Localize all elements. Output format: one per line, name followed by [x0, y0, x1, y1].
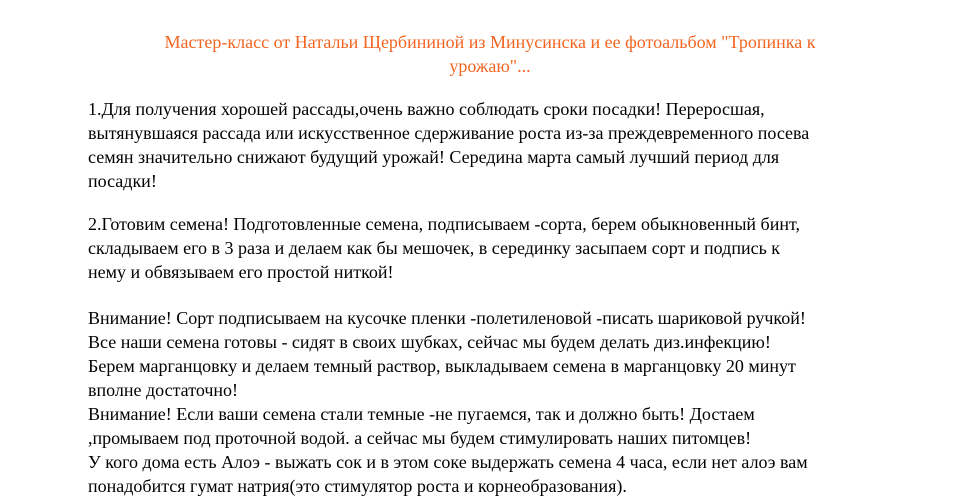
text-line: ,промываем под проточной водой. а сейчас мы будем стимулировать наших питомцев!: [88, 428, 752, 448]
text-line: Берем марганцовку и делаем темный раствор, выкладываем семена в марганцовку 20 минут: [88, 356, 796, 376]
text-line: складываем его в 3 раза и делаем как бы мешочек, в серединку засыпаем сорт и подпись к: [88, 238, 781, 258]
text-line: Внимание! Сорт подписываем на кусочке пленки -полетиленовой -писать шариковой ручкой!: [88, 308, 806, 328]
text-line: У кого дома есть Алоэ - выжать сок и в этом соке выдержать семена 4 часа, если нет алоэ вам: [88, 452, 808, 472]
text-line: 2.Готовим семена! Подготовленные семена, подписываем -сорта, берем обыкновенный бинт,: [88, 214, 800, 234]
title-line-1: Мастер-класс от Натальи Щербининой из Минусинска и ее фотоальбом "Тропинка к: [164, 32, 816, 52]
paragraph-1: [88, 97, 948, 193]
text-line: посадки!: [88, 171, 157, 191]
text-line: понадобится гумат натрия(это стимулятор роста и корнеобразования).: [88, 476, 627, 496]
text-line: вполне достаточно!: [88, 380, 239, 400]
paragraph-2: [88, 212, 948, 284]
text-line: Внимание! Если ваши семена стали темные -не пугаемся, так и должно быть! Достаем: [88, 404, 755, 424]
text-line: Все наши семена готовы - сидят в своих шубках, сейчас мы будем делать диз.инфекцию!: [88, 332, 771, 352]
text-line: 1.Для получения хорошей рассады,очень важно соблюдать сроки посадки! Переросшая,: [88, 99, 765, 119]
paragraph-3: [88, 306, 948, 498]
text-line: вытянувшаяся рассада или искусственное сдерживание роста из-за преждевременного посева: [88, 123, 810, 143]
text-line: семян значительно снижают будущий урожай! Середина марта самый лучший период для: [88, 147, 780, 167]
text-line: нему и обвязываем его простой ниткой!: [88, 262, 394, 282]
article-title: [90, 30, 890, 78]
title-line-2: урожаю"...: [449, 56, 531, 76]
